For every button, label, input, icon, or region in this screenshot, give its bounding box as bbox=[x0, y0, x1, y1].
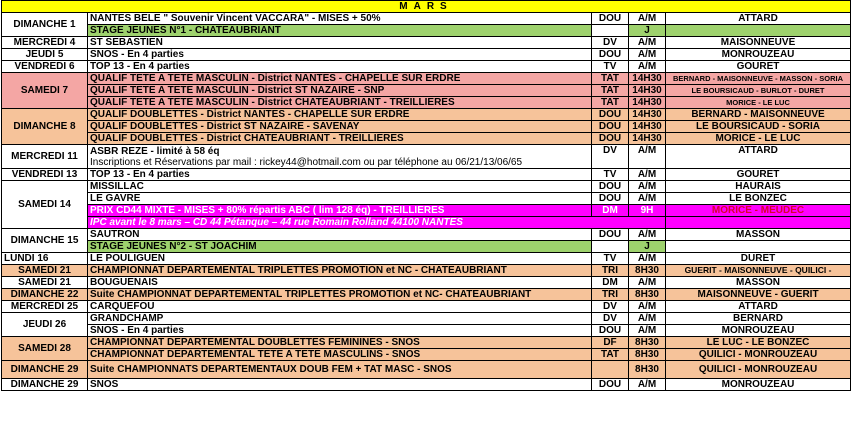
type-cell: TRI bbox=[592, 289, 629, 301]
type-cell: DF bbox=[592, 337, 629, 349]
organizer-cell: HAURAIS bbox=[666, 181, 851, 193]
time-cell: 14H30 bbox=[629, 109, 666, 121]
event-cell: CHAMPIONNAT DEPARTEMENTAL TETE A TETE MASCULINS - SNOS bbox=[88, 349, 592, 361]
organizer-cell: MASSON bbox=[666, 277, 851, 289]
table-row bbox=[2, 181, 851, 193]
time-cell: A/M bbox=[629, 13, 666, 25]
type-cell: DOU bbox=[592, 49, 629, 61]
event-cell: SAUTRON bbox=[88, 229, 592, 241]
organizer-cell: MAISONNEUVE bbox=[666, 37, 851, 49]
day-cell: MERCREDI 11 bbox=[2, 145, 88, 169]
table-row bbox=[2, 217, 851, 229]
time-cell: A/M bbox=[629, 301, 666, 313]
table-row bbox=[2, 313, 851, 325]
table-row bbox=[2, 73, 851, 85]
time-cell: A/M bbox=[629, 277, 666, 289]
day-cell: SAMEDI 21 bbox=[2, 265, 88, 277]
type-cell: TV bbox=[592, 253, 629, 265]
time-cell: J bbox=[629, 241, 666, 253]
type-cell: DM bbox=[592, 277, 629, 289]
organizer-cell: GOURET bbox=[666, 61, 851, 73]
time-cell: 8H30 bbox=[629, 349, 666, 361]
organizer-cell: LE BOURSICAUD - SORIA bbox=[666, 121, 851, 133]
table-row bbox=[2, 301, 851, 313]
event-cell: QUALIF TETE A TETE MASCULIN - District CHATEAUBRIANT - TREILLIERES bbox=[88, 97, 592, 109]
table-row bbox=[2, 145, 851, 169]
type-cell: DOU bbox=[592, 133, 629, 145]
day-cell: JEUDI 26 bbox=[2, 313, 88, 337]
organizer-cell: QUILICI - MONROUZEAU bbox=[666, 361, 851, 379]
type-cell: DM bbox=[592, 205, 629, 217]
table-row bbox=[2, 133, 851, 145]
time-cell: A/M bbox=[629, 229, 666, 241]
organizer-cell: BERNARD bbox=[666, 313, 851, 325]
day-cell: SAMEDI 28 bbox=[2, 337, 88, 361]
table-row bbox=[2, 349, 851, 361]
day-cell: VENDREDI 6 bbox=[2, 61, 88, 73]
table-row bbox=[2, 205, 851, 217]
event-cell: Suite CHAMPIONNAT DEPARTEMENTAL TRIPLETTES PROMOTION et NC- CHATEAUBRIANT bbox=[88, 289, 592, 301]
table-row bbox=[2, 37, 851, 49]
time-cell: A/M bbox=[629, 253, 666, 265]
event-cell: ST SEBASTIEN bbox=[88, 37, 592, 49]
event-cell: STAGE JEUNES N°2 - ST JOACHIM bbox=[88, 241, 592, 253]
organizer-cell: BERNARD - MAISONNEUVE bbox=[666, 109, 851, 121]
table-row bbox=[2, 361, 851, 379]
organizer-cell: ATTARD bbox=[666, 301, 851, 313]
type-cell: DOU bbox=[592, 325, 629, 337]
table-row bbox=[2, 25, 851, 37]
event-cell: SNOS - En 4 parties bbox=[88, 325, 592, 337]
time-cell: 8H30 bbox=[629, 289, 666, 301]
day-cell: DIMANCHE 22 bbox=[2, 289, 88, 301]
time-cell: 8H30 bbox=[629, 337, 666, 349]
time-cell: A/M bbox=[629, 169, 666, 181]
type-cell bbox=[592, 361, 629, 379]
day-cell: DIMANCHE 29 bbox=[2, 361, 88, 379]
table-row bbox=[2, 289, 851, 301]
time-cell: A/M bbox=[629, 37, 666, 49]
table-row bbox=[2, 13, 851, 25]
table-row bbox=[2, 193, 851, 205]
day-cell: JEUDI 5 bbox=[2, 49, 88, 61]
event-cell: NANTES BELE " Souvenir Vincent VACCARA" - MISES + 50% bbox=[88, 13, 592, 25]
table-row bbox=[2, 229, 851, 241]
type-cell: DOU bbox=[592, 121, 629, 133]
organizer-cell: QUILICI - MONROUZEAU bbox=[666, 349, 851, 361]
event-cell: CHAMPIONNAT DEPARTEMENTAL TRIPLETTES PROMOTION et NC - CHATEAUBRIANT bbox=[88, 265, 592, 277]
type-cell: DOU bbox=[592, 193, 629, 205]
type-cell: TAT bbox=[592, 97, 629, 109]
time-cell: 14H30 bbox=[629, 85, 666, 97]
table-row bbox=[2, 253, 851, 265]
day-cell: DIMANCHE 29 bbox=[2, 379, 88, 391]
time-cell: 14H30 bbox=[629, 133, 666, 145]
event-cell: BOUGUENAIS bbox=[88, 277, 592, 289]
time-cell: 8H30 bbox=[629, 265, 666, 277]
organizer-cell: MONROUZEAU bbox=[666, 379, 851, 391]
organizer-cell: ATTARD bbox=[666, 145, 851, 169]
day-cell: LUNDI 16 bbox=[2, 253, 88, 265]
type-cell: DOU bbox=[592, 181, 629, 193]
organizer-cell: GUERIT - MAISONNEUVE - QUILICI - bbox=[666, 265, 851, 277]
day-cell: SAMEDI 21 bbox=[2, 277, 88, 289]
type-cell: DV bbox=[592, 37, 629, 49]
organizer-cell: LE BONZEC bbox=[666, 193, 851, 205]
type-cell bbox=[592, 241, 629, 253]
time-cell: A/M bbox=[629, 379, 666, 391]
table-row bbox=[2, 109, 851, 121]
organizer-cell: LE BOURSICAUD - BURLOT - DURET bbox=[666, 85, 851, 97]
type-cell: DOU bbox=[592, 229, 629, 241]
event-cell: QUALIF DOUBLETTES - District CHATEAUBRIANT - TREILLIERES bbox=[88, 133, 592, 145]
event-cell: CARQUEFOU bbox=[88, 301, 592, 313]
time-cell: 14H30 bbox=[629, 97, 666, 109]
time-cell: A/M bbox=[629, 325, 666, 337]
event-cell: PRIX CD44 MIXTE - MISES + 80% répartis ABC ( lim 128 éq) - TREILLIERES bbox=[88, 205, 592, 217]
registration-note: Inscriptions et Réservations par mail : rickey44@hotmail.com ou par téléphone au 06/21/13/06/65 bbox=[90, 156, 523, 168]
organizer-cell: GOURET bbox=[666, 169, 851, 181]
event-cell: STAGE JEUNES N°1 - CHATEAUBRIANT bbox=[88, 25, 592, 37]
day-cell: SAMEDI 7 bbox=[2, 73, 88, 109]
time-cell: A/M bbox=[629, 61, 666, 73]
type-cell: DOU bbox=[592, 13, 629, 25]
organizer-cell: MORICE - LE LUC bbox=[666, 133, 851, 145]
table-row bbox=[2, 169, 851, 181]
day-cell: SAMEDI 14 bbox=[2, 181, 88, 229]
organizer-cell: MORICE - MEUDEC bbox=[666, 205, 851, 217]
time-cell: 14H30 bbox=[629, 121, 666, 133]
table-row bbox=[2, 241, 851, 253]
type-cell: TRI bbox=[592, 265, 629, 277]
time-cell: 14H30 bbox=[629, 73, 666, 85]
organizer-cell: MORICE - LE LUC bbox=[666, 97, 851, 109]
organizer-cell: ATTARD bbox=[666, 13, 851, 25]
table-row bbox=[2, 97, 851, 109]
type-cell: TAT bbox=[592, 349, 629, 361]
event-cell: QUALIF TETE A TETE MASCULIN - District NANTES - CHAPELLE SUR ERDRE bbox=[88, 73, 592, 85]
event-cell: CHAMPIONNAT DEPARTEMENTAL DOUBLETTES FEMININES - SNOS bbox=[88, 337, 592, 349]
time-cell: A/M bbox=[629, 145, 666, 169]
type-cell: TV bbox=[592, 61, 629, 73]
event-cell: SNOS bbox=[88, 379, 592, 391]
schedule-table bbox=[1, 0, 851, 391]
time-cell: A/M bbox=[629, 49, 666, 61]
event-cell: QUALIF DOUBLETTES - District ST NAZAIRE - SAVENAY bbox=[88, 121, 592, 133]
day-cell: MERCREDI 4 bbox=[2, 37, 88, 49]
event-cell bbox=[88, 145, 592, 169]
type-cell: DV bbox=[592, 145, 629, 169]
event-cell: Suite CHAMPIONNATS DEPARTEMENTAUX DOUB FEM + TAT MASC - SNOS bbox=[88, 361, 592, 379]
event-cell: QUALIF DOUBLETTES - District NANTES - CHAPELLE SUR ERDRE bbox=[88, 109, 592, 121]
organizer-cell bbox=[666, 241, 851, 253]
type-cell: TAT bbox=[592, 73, 629, 85]
time-cell: 9H bbox=[629, 205, 666, 217]
event-cell: TOP 13 - En 4 parties bbox=[88, 61, 592, 73]
time-cell: A/M bbox=[629, 193, 666, 205]
event-cell: LE GAVRE bbox=[88, 193, 592, 205]
table-row bbox=[2, 85, 851, 97]
organizer-cell: MAISONNEUVE - GUERIT bbox=[666, 289, 851, 301]
organizer-cell: LE LUC - LE BONZEC bbox=[666, 337, 851, 349]
event-cell: QUALIF TETE A TETE MASCULIN - District ST NAZAIRE - SNP bbox=[88, 85, 592, 97]
event-cell: LE POULIGUEN bbox=[88, 253, 592, 265]
time-cell: J bbox=[629, 25, 666, 37]
type-cell: TAT bbox=[592, 85, 629, 97]
day-cell: DIMANCHE 1 bbox=[2, 13, 88, 37]
page-title: MARS bbox=[2, 1, 851, 13]
day-cell: DIMANCHE 15 bbox=[2, 229, 88, 253]
organizer-cell: DURET bbox=[666, 253, 851, 265]
type-cell: DV bbox=[592, 313, 629, 325]
event-cell: IPC avant le 8 mars – CD 44 Pétanque – 44 rue Romain Rolland 44100 NANTES bbox=[88, 217, 666, 229]
table-row bbox=[2, 337, 851, 349]
table-row bbox=[2, 325, 851, 337]
type-cell: DV bbox=[592, 301, 629, 313]
event-cell: TOP 13 - En 4 parties bbox=[88, 169, 592, 181]
day-cell: VENDREDI 13 bbox=[2, 169, 88, 181]
day-cell: DIMANCHE 8 bbox=[2, 109, 88, 145]
time-cell: A/M bbox=[629, 181, 666, 193]
table-row bbox=[2, 265, 851, 277]
table-row bbox=[2, 61, 851, 73]
type-cell bbox=[592, 25, 629, 37]
title-row bbox=[2, 1, 851, 13]
organizer-cell: MONROUZEAU bbox=[666, 49, 851, 61]
table-row bbox=[2, 379, 851, 391]
organizer-cell: BERNARD - MAISONNEUVE - MASSON - SORIA bbox=[666, 73, 851, 85]
organizer-cell bbox=[666, 25, 851, 37]
fee-cell bbox=[666, 217, 851, 229]
type-cell: DOU bbox=[592, 379, 629, 391]
day-cell: MERCREDI 25 bbox=[2, 301, 88, 313]
time-cell: 8H30 bbox=[629, 361, 666, 379]
table-row bbox=[2, 121, 851, 133]
type-cell: DOU bbox=[592, 109, 629, 121]
organizer-cell: MONROUZEAU bbox=[666, 325, 851, 337]
table-row bbox=[2, 49, 851, 61]
event-line: ASBR REZE - limité à 58 éq bbox=[90, 145, 220, 157]
event-cell: MISSILLAC bbox=[88, 181, 592, 193]
table-row bbox=[2, 277, 851, 289]
type-cell: TV bbox=[592, 169, 629, 181]
event-cell: GRANDCHAMP bbox=[88, 313, 592, 325]
organizer-cell: MASSON bbox=[666, 229, 851, 241]
time-cell: A/M bbox=[629, 313, 666, 325]
event-cell: SNOS - En 4 parties bbox=[88, 49, 592, 61]
